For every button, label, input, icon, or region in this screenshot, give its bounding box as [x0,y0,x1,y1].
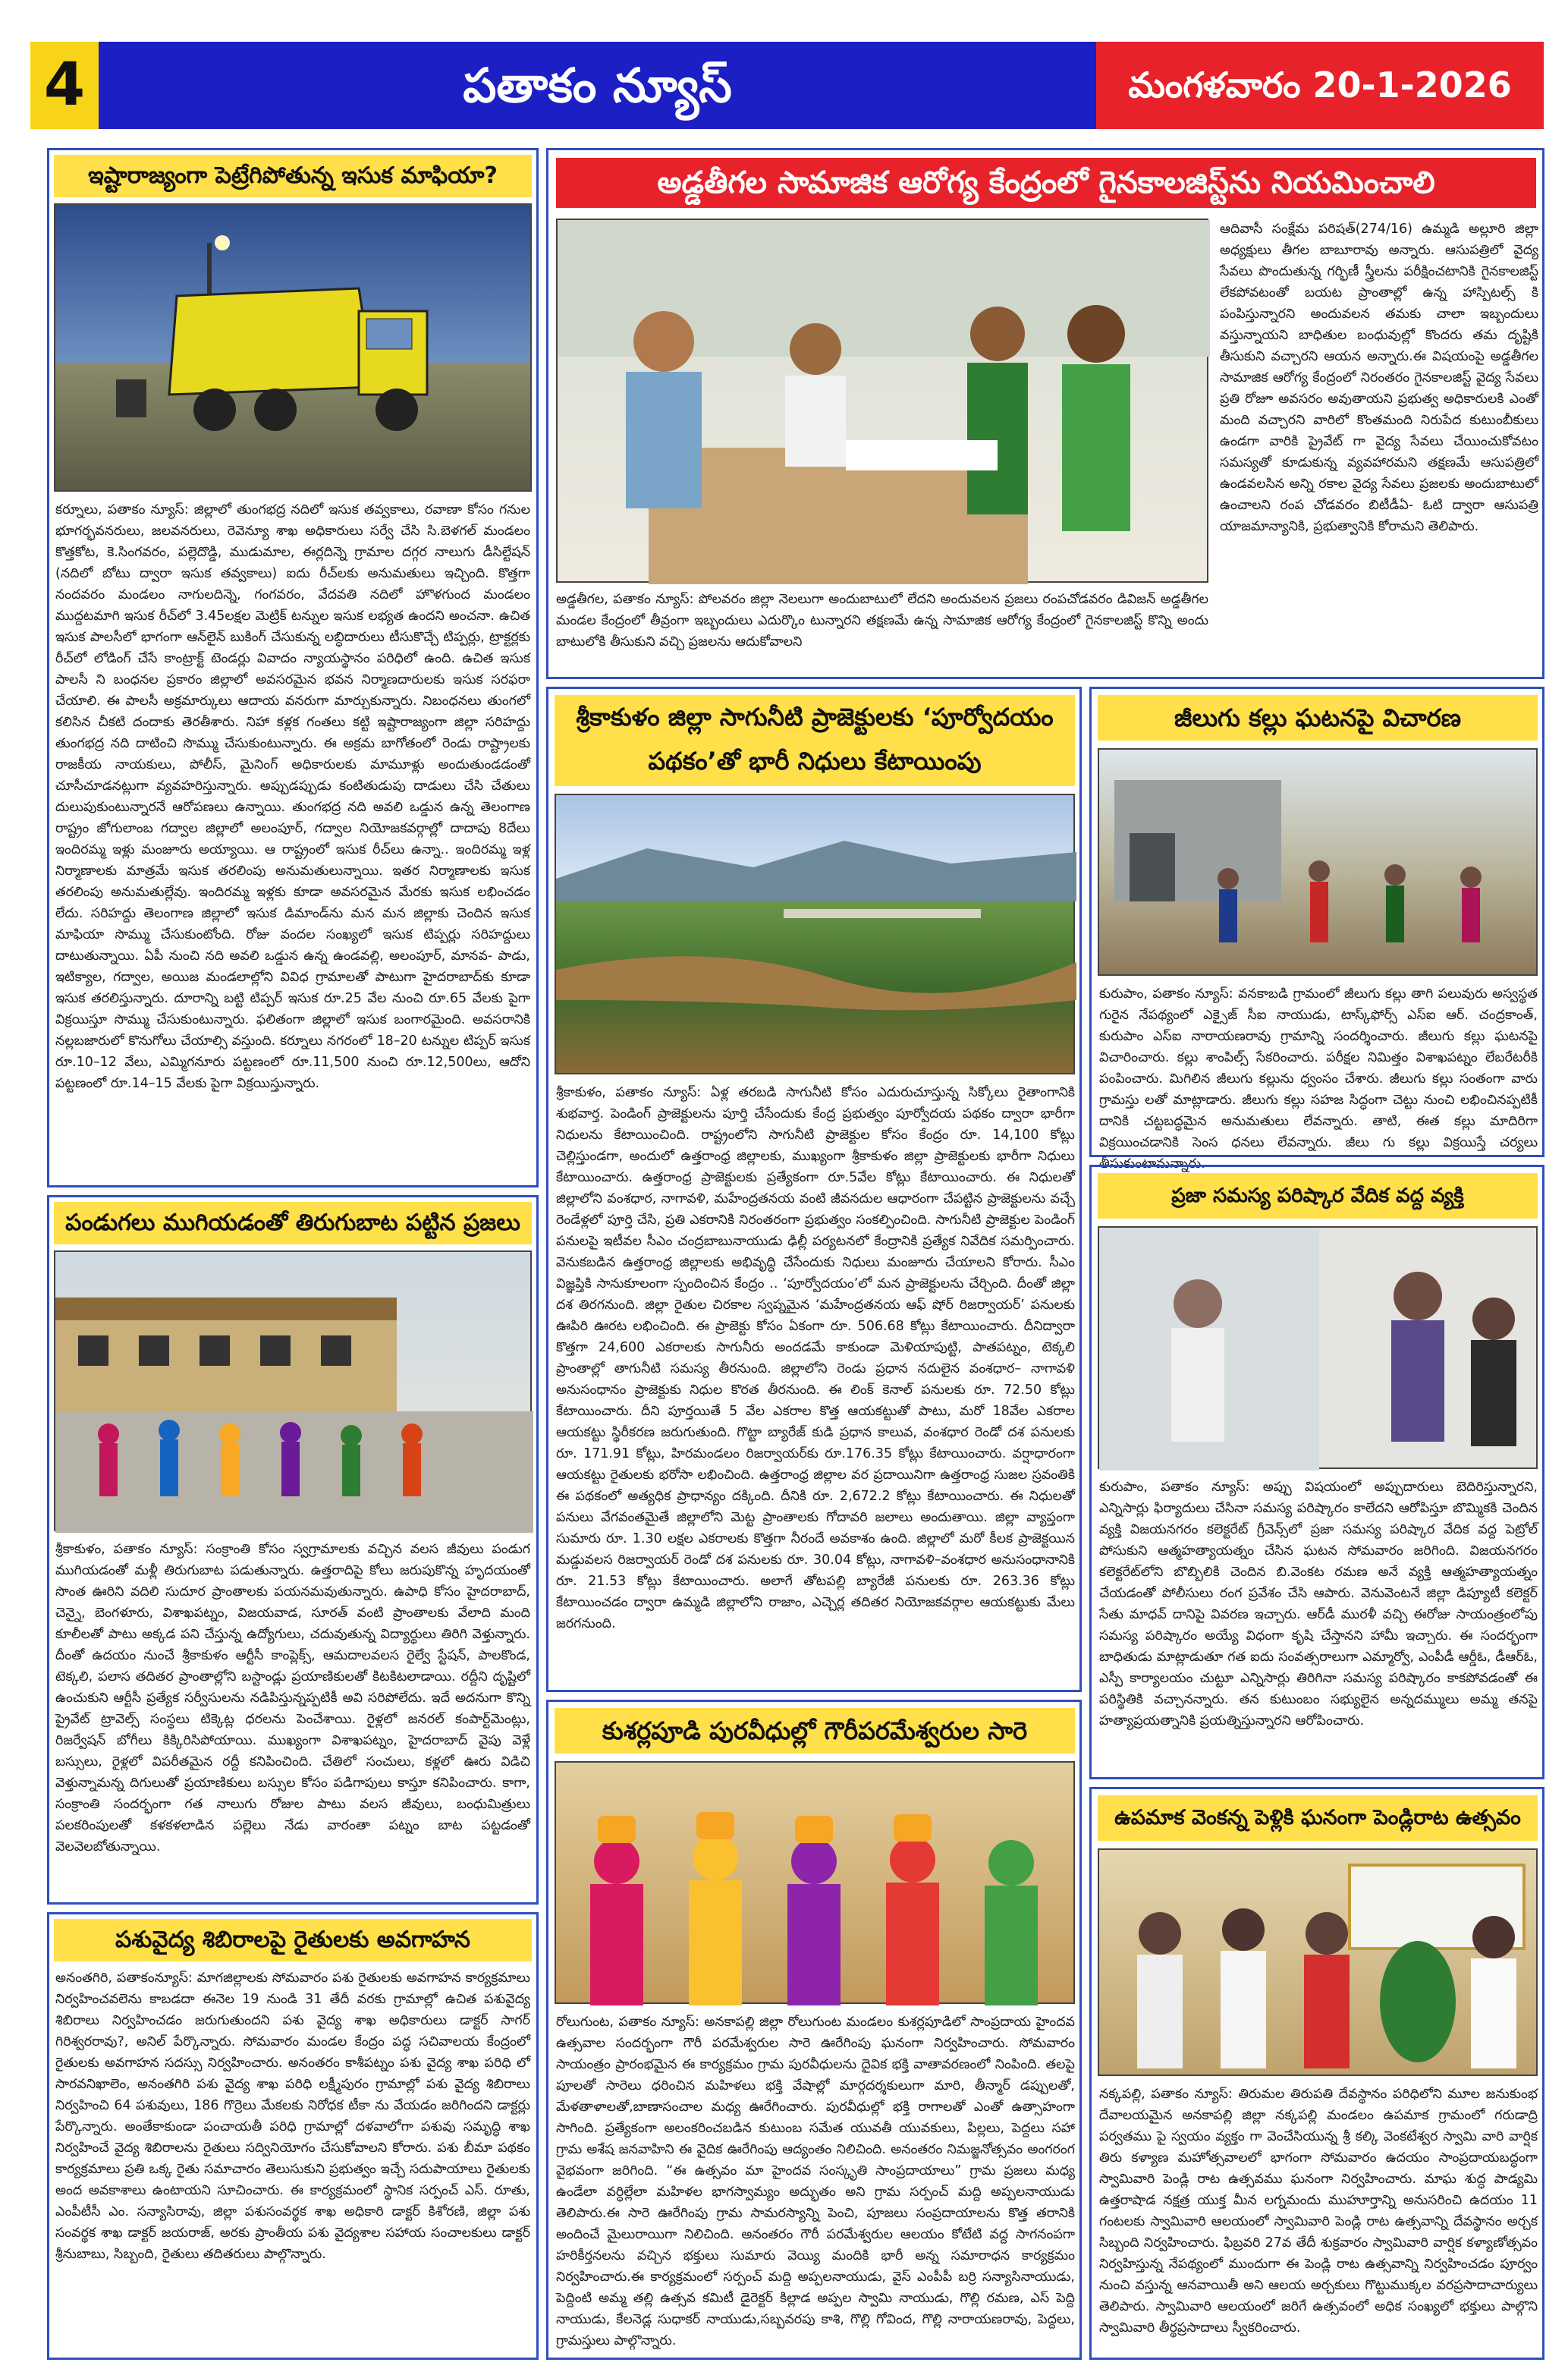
page-number: 4 [30,42,99,129]
article-body: కర్నూలు, పతాకం న్యూస్: జిల్లాలో తుంగభద్ర నదిలో ఇసుక తవ్వకాలు, రవాణా కోసం గనుల భూగర్భవనరులు, జలవనరులు, రెవెన్యూ శాఖ అధికారులు సర్వే చేసి సి.బెళగల్ మండలం కొత్తకోట, కె.సింగవరం, పల్లెదొడ్డి, ముడుమాల, ఈర్లదిన్నె గ్రామాల దగ్గర నాలుగు డీసిల్టేషన్ (నదిలో బోటు ద్వారా ఇసుక తవ్వకాలు) ఐదు రీచ్‌లకు అనుమతులు ఇచ్చింది. కొత్తగా నందవరం మండలం నాగులదిన్నె, గంగవరం, వేదవతి నదిలో హొళగుంద మండలం ముద్దటమాగి ఇసుక రీచ్‌లో 3.45లక్షల మెట్రిక్ టన్నుల ఇసుక లభ్యత ఉందని అంచనా. ఉచిత ఇసుక పాలసీలో భాగంగా ఆన్‌లైన్ బుకింగ్ చేసుకున్న లబ్ధిదారులు టీసుకొచ్చే టిప్పర్లు, ట్రాక్టర్లకు రీచ్‌లో లోడింగ్ చేసే కాంట్రాక్ట్ టెండర్లు వివాదం న్యాయస్థానం పరిధిలో ఉంది. ఉచిత ఇసుక పాలసీ ని బంధనల ప్రకారం జిల్లాలో అవసరమైన భవన నిర్మాణదారులకు ఇసుక సరఫరా చేయాలి. ఈ పాలసీ అక్రమార్కులు ఆదాయ వనరుగా మార్చుకున్నారు. నిబంధనలు తుంగలో కలిసిన చీకటి దందాకు తెరతీశారు. నిహా కళ్లక గంతలు కట్టి ఇష్టారాజ్యంగా జిల్లా సరిహద్దు తుంగభద్ర నది దాటించి సొమ్ము చేసుకుంటున్నారు. ఈ అక్రమ బాగోతంలో రెండు రాష్ట్రాలకు రాజకీయ నాయకులు, పోలీస్, మైనింగ్ అధికారులకు మామూళ్లు అందుతుండడంతో చూసీచూడనట్లుగా వ్యవహరిస్తున్నారు. అప్పుడప్పుడు కంటితుడుపు దాడులు చేసి చేతులు దులుపుకుంటున్నారనే ఆరోపణలు ఉన్నాయి. తుంగభద్ర నది అవలి ఒడ్డున ఉన్న తెలంగాణ రాష్ట్రం జోగులాంబ గద్వాల జిల్లాలో అలంపూర్, గద్వాల నియోజకవర్గాల్లో దాదాపు 8దేలు ఇందిరమ్మ ఇళ్లు మంజూరు అయ్యాయి. ఆ రాష్ట్రంలో ఇసుక రీచ్‌లు ఉన్నా.. ఇందిరమ్మ ఇళ్ల నిర్మాణాలకు మాత్రమే ఇసుక తరలింపు అనుమతులున్నాయి. ఇతర నిర్మాణాలకు ఇసుక తరలింపు అనుమతుల్లేవు. ఇందిరమ్మ ఇళ్లకు కూడా అవసరమైన మేరకు ఇసుక లభించడం లేదు. సరిహద్దు తెలంగాణ జిల్లాలో ఇసుక డిమాండ్‌ను మన మన జిల్లాకు చెందిన ఇసుక మాఫియా సొమ్ము చేసుకుంటోంది. రోజు వందల సంఖ్యలో ఇసుక టిప్పర్లు సరిహద్దులు దాటుతున్నాయి. ఏపీ నుంచి నది అవలి ఒడ్డున ఉన్న ఉండవల్లి, అలంపూర్, మానవ- పాడు, ఇటిక్యాల, గద్వాల, అయిజ మండలాల్లోని వివిధ గ్రామాలతో పాటుగా హైదరాబాద్‌కు కూడా ఇసుక తరలిస్తున్నారు. దూరాన్ని బట్టి టిప్పర్ ఇసుక రూ.25 వేల నుంచి రూ.65 వేలకు పైగా విక్రయిస్తూ సొమ్ము చేసుకుంటున్నారు. ఫలితంగా జిల్లాలో ఇసుక బంగారమైంది. అవసరానికి నల్లబజారులో కొనుగోలు చేయాల్సి వస్తుంది. కర్నూలు నగరంలో 18–20 టన్నుల టిప్పర్ ఇసుక రూ.10–12 వేలు, ఎమ్మిగనూరు పట్టణంలో రూ.11,500 నుంచి రూ.12,500లు, ఆదోని పట్టణంలో రూ.14–15 వేలకు పైగా విక్రయిస్తున్నారు. [55,502,530,1091]
headline: శ్రీకాకుళం జిల్లా సాగునీటి ప్రాజెక్టులకు ‘పూర్వోదయం పథకం’తో భారీ నిధులు కేటాయింపు [555,695,1075,786]
masthead [0,0,1568,129]
article-irrigation [546,687,1082,1692]
article-body: రోలుగుంట, పతాకం న్యూస్: అనకాపల్లి జిల్లా రోలుగుంట మండలం కుశర్లపూడిలో సాంప్రదాయ హైందవ ఉత్సవాల సందర్భంగా గౌరీ పరమేశ్వరుల సారె ఊరేగింపు ఘనంగా నిర్వహించారు. సోమవారం సాయంత్రం ప్రారంభమైన ఈ కార్యక్రమం గ్రామ పురవీధులను దైవిక భక్తి వాతావరణంలో నింపింది. తలపై పూలతో సారెలు ధరించిన మహిళలు భక్తి వేషాల్లో మార్గదర్శకులుగా మారి, తీన్మార్ డప్పులతో, మేళతాళాలతో,బాణాసంచాల మధ్య ఊరేగించారు. పురవీధుల్లో భక్తి రాగాలతో ఎంతో ఉత్సాహంగా సాగింది. ప్రత్యేకంగా అలంకరించబడిన కుటుంబ సమేత యువతీ యువకులు, పిల్లలు, పెద్దలు సహా గ్రామ అశేష జనవాహిని ఈ వైదిక ఊరేగింపు ఆద్యంతం నిలిచింది. అనంతరం నిమజ్జనోత్సవం అంగరంగ వైభవంగా జరిగింది. “ఈ ఉత్సవం మా హైందవ సంస్కృతి సాంప్రదాయాలు” గ్రామ ప్రజలు మధ్య ఉండేలా వర్ధిల్లేలా మహిళల భాగస్వామ్యం అద్భుతం అని గ్రామ సర్పంచ్ మద్ది అప్పలనాయుడు తెలిపారు.ఈ సారె ఊరేగింపు గ్రామ సామరస్యాన్ని పెంచి, పూజలు సంప్రదాయాలను కొత్త తరానికి అందించే మైలురాయిగా నిలిచింది. అనంతరం గౌరీ పరమేశ్వరుల ఆలయం కోటేటి వద్ద సాగనంపగా హరికీర్తనలను వచ్చిన భక్తులు సుమారు వెయ్యి మందికి భారీ అన్న సమారాధన కార్యక్రమం నిర్వహించారు.ఈ కార్యక్రమంలో సర్పంచ్ మద్ది అప్పలనాయుడు, వైస్ ఎంపీపీ బర్రి సన్యాసినాయుడు, పెద్దింటి అమ్మ తల్లి ఉత్సవ కమిటీ డైరెక్టర్ కిల్లాడ అప్పల స్వామి నాయుడు, గొల్లి రమణ, ఎస్ పెద్ది నాయుడు, కేలనెడ్ల సుధాకర్ నాయుడు,సబ్బవరపు కాశి, గొల్లి గోవింద, గొల్లి నారాయణరావు, పెద్దలు, గ్రామస్తులు పాల్గొన్నారు. [556,2015,1075,2348]
headline: పశువైద్య శిబిరాలపై రైతులకు అవగాహన [54,1919,532,1961]
article-sare [546,1700,1082,2360]
issue-date: మంగళవారం 20-1-2026 [1096,42,1544,129]
headline: ఉపమాక వెంకన్న పెళ్లికి ఘనంగా పెండ్లిరాట ఉత్సవం [1098,1795,1538,1841]
photo-caption: అడ్డతీగల, పతాకం న్యూస్: పోలవరం జిల్లా నెలలుగా అందుబాటులో లేదని అందువలన ప్రజలు రంపచోడవరం డివిజన్ అడ్డతీగల మండల కేంద్రంలో తీవ్రంగా ఇబ్బందులు ఎదుర్కొం టున్నారని తక్షణమే ఉన్న సామాజిక ఆరోగ్య కేంద్రంలో గైనకాలజిస్ట్ కొన్ని అందు బాటులోకి తీసుకుని వచ్చి ప్రజలను ఆదుకోవాలని [556,592,1208,650]
paper-name: పతాకం న్యూస్ [99,42,1096,129]
photo-tipper-truck [54,203,532,492]
photo-temple-ritual [1098,1848,1538,2076]
article-body: శ్రీకాకుళం, పతాకం న్యూస్: ఏళ్ల తరబడి సాగునీటి కోసం ఎదురుచూస్తున్న సిక్కోలు రైతాంగానికి శుభవార్త. పెండింగ్ ప్రాజెక్టులను పూర్తి చేసేందుకు కేంద్ర ప్రభుత్వం పూర్వోదయ పథకం ద్వారా భారీగా నిధులను కేటాయించింది. రాష్ట్రంలోని సాగునీటి ప్రాజెక్టుల కోసం కేంద్రం రూ. 14,100 కోట్లు చెల్లిస్తుండగా, అందులో ఉత్తరాంధ్ర జిల్లాలకు, ముఖ్యంగా శ్రీకాకుళం జిల్లా ప్రాజెక్టులకు భారీగా నిధులు కేటాయించారు. ఉత్తరాంధ్ర ప్రాజెక్టులకు ప్రత్యేకంగా రూ.5వేల కోట్లు కేటాయించారు. ఈ నిధులతో జిల్లాలోని వంశధార, నాగావళి, మహేంద్రతనయ వంటి జీవనదుల ఆధారంగా చేపట్టిన ప్రాజెక్టులను వచ్చే రెండేళ్లలో పూర్తి చేసి, ప్రతి ఎకరానికి నిరంతరంగా ప్రభుత్వం సంకల్పించింది. సాగునీటి ప్రాజెక్టుల పెండింగ్ పనులపై ఇటీవల సీఎం చంద్రబాబునాయుడు ఢిల్లీ పర్యటనలో కేంద్రానికి ప్రత్యేక నివేదిక సమర్పించారు. వెనుకబడిన ఉత్తరాంధ్ర జిల్లాలకు అభివృద్ధి చేసేందుకు నిధులు మంజూరు చేయాలని కోరారు. సీఎం విజ్ఞప్తికి సానుకూలంగా స్పందించిన కేంద్రం .. ‘పూర్వోదయం’లో మన ప్రాజెక్టులను చేర్చింది. దీంతో జిల్లా దశ తిరగనుంది. జిల్లా రైతుల చిరకాల స్వప్నమైన ‘మహేంద్రతనయ ఆఫ్ షోర్ రిజర్వాయర్’ పనులకు ఊపిరి ఊరట లభించింది. ఈ ప్రాజెక్టు కోసం ఏకంగా రూ. 506.68 కోట్లు కేటాయించారు. దీనిద్వారా కొత్తగా 24,600 ఎకరాలకు సాగునీరు అందడమే కాకుండా మెళియాపుట్టి, పాతపట్నం, టెక్కలి ప్రాంతాల్లో తాగునీటి సమస్య తీరనుంది. జిల్లాలోని రెండు ప్రధాన నదులైన వంశధార– నాగావళి అనుసంధానం ప్రాజెక్టుకు నిధుల కొరత తీరనుంది. ఈ లింక్ కెనాల్ పనులకు రూ. 72.50 కోట్లు కేటాయించారు. దీని పూర్తయితే 5 వేల ఎకరాల కొత్త ఆయకట్టుతో పాటు, మరో 18వేల ఎకరాల ఆయకట్టు స్థిరీకరణ జరుగుతుంది. గొట్టా బ్యారేజ్ కుడి ప్రధాన కాలువ, వంశధార రెండో దశ పనులకు రూ. 171.91 కోట్లు, హిరమండలం రిజర్వాయర్‌కు రూ.176.35 కోట్లు కేటాయించారు. వర్షాధారంగా ఆయకట్టు రైతులకు భరోసా లభించింది. ఉత్తరాంధ్ర జిల్లాల వర ప్రదాయినిగా ఉత్తరాంధ్ర సుజల స్రవంతికి ఈ పథకంలో అత్యధిక ప్రాధాన్యం దక్కింది. దీనికి రూ. 2,672.2 కోట్లు కేటాయించారు. ఈ నిధులతో పనులు వేగవంతమైతే జిల్లాలోని మెట్ట ప్రాంతాలకు గోదావరి జలాలు అందుతాయి. జిల్లా వ్యాప్తంగా సుమారు రూ. 1.30 లక్షల ఎకరాలకు కొత్తగా నీరందే అవకాశం ఉంది. జిల్లాలో మరో కీలక ప్రాజెక్టయిన మడ్డువలస రిజర్వాయర్ రెండో దశ పనులకు రూ. 30.04 కోట్లు, నాగావళి–వంశధార అనుసంధానానికి రూ. 21.53 కోట్లు కేటాయించారు. అలాగే తోటపల్లి బ్యారేజీ పనులకు రూ. 263.36 కోట్లు కేటాయించడం ద్వారా ఉమ్మడి జిల్లాలోని రాజాం, ఎచ్చెర్ల తదితర నియోజకవర్గాల ఆయకట్టుకు మేలు జరగనుంది. [556,1085,1075,1631]
headline: ప్రజా సమస్య పరిష్కార వేదిక వద్ద వ్యక్తి [1098,1173,1538,1219]
photo-village-inquiry [1098,748,1538,976]
article-body: నక్కపల్లి, పతాకం న్యూస్: తిరుమల తిరుపతి దేవస్థానం పరిధిలోని మూల జనుకుంభ దేవాలయమైన అనకాపల్లి జిల్లా నక్కపల్లి మండలం ఉపమాక గ్రామంలో గరుడాద్రి పర్వతము పై స్వయం వ్యక్తం గా వెంచేసియున్న శ్రీ కల్కి వెంకటేశ్వర స్వామి వారి వార్షిక తిరు కళ్యాణ మహోత్సవాలలో భాగంగా సోమవారం ఉదయం సాంప్రదాయబద్ధంగా స్వామివారి పెండ్లి రాట ఉత్సవము ఘనంగా నిర్వహించారు. మాఘ శుద్ధ పాడ్యమి ఉత్తరాషాడ నక్షత్ర యుక్త మీన లగ్నమందు ముహూర్తాన్ని అనుసరించి ఉదయం 11 గంటలకు స్వామివారి ఆలయంలో స్వామివారి పెండ్లి రాట ఉత్సవాన్ని దేవస్థానం అర్చక సిబ్బంది నిర్వహించారు. ఫిబ్రవరి 27వ తేదీ శుక్రవారం స్వామివారి వార్షిక కళ్యాణోత్సవం నిర్వహిస్తున్న నేపథ్యంలో ముందుగా ఈ పెండ్లి రాట ఉత్సవాన్ని నిర్వహించడం పూర్వం నుంచి వస్తున్న ఆనవాయితీ అని ఆలయ అర్చకులు గొట్టుముక్కల వరప్రసాదాచార్యులు తెలిపారు. స్వామివారి ఆలయంలో జరిగే ఉత్సవంలో అధిక సంఖ్యలో భక్తులు పాల్గొని స్వామివారి తీర్థప్రసాదాలు స్వీకరించారు. [1099,2087,1538,2336]
article-sand-mafia [47,148,539,1188]
article-body: శ్రీకాకుళం, పతాకం న్యూస్: సంక్రాంతి కోసం స్వగ్రామాలకు వచ్చిన వలస జీవులు పండుగ ముగియడంతో మళ్లీ తిరుగుబాట పడుతున్నారు. ఉత్తరాదిపై కోలు జరుపుకొన్న హృదయంతో సొంత ఊరిని వదిలి సుదూర ప్రాంతాలకు పయనమవుతున్నారు. ఉపాధి కోసం హైదరాబాద్, చెన్నై, బెంగళూరు, విశాఖపట్నం, విజయవాడ, సూరత్ వంటి ప్రాంతాలకు వేలాది మంది కూలీలతో పాటు అక్కడ పని చేస్తున్న ఉద్యోగులు, చదువుతున్న విద్యార్థులు తిరిగి వెళ్తున్నారు. దీంతో ఉదయం నుంచే శ్రీకాకుళం ఆర్టీసీ కాంప్లెక్స్, ఆమదాలవలస రైల్వే స్టేషన్, పాలకొండ, టెక్కలి, పలాస తదితర ప్రాంతాల్లోని బస్టాండ్లు ప్రయాణికులతో కిటకిటలాడాయి. రద్దీని దృష్టిలో ఉంచుకుని ఆర్టీసీ ప్రత్యేక సర్వీసులను నడిపిస్తున్నప్పటికీ అవి సరిపోలేదు. ఇదే అదనుగా కొన్ని ప్రైవేట్ ట్రావెల్స్ సంస్థలు టిక్కెట్ల ధరలను పెంచేశాయి. రైళ్లలో జనరల్ కంపార్ట్‌మెంట్లు, రిజర్వేషన్ బోగీలు కిక్కిరిసిపోయాయి. ముఖ్యంగా విశాఖపట్నం, హైదరాబాద్ వైపు వెళ్లే బస్సులు, రైళ్లలో విపరీతమైన రద్దీ కనిపించింది. చేతిలో సంచులు, కళ్లలో ఊరు విడిచి వెళ్తున్నామన్న దిగులుతో ప్రయాణికులు బస్సుల కోసం పడిగాపులు కాస్తూ కనిపించారు. కాగా, సంక్రాంతి సందర్భంగా గత నాలుగు రోజుల పాటు వలస జీవులు, బంధుమిత్రులు పలకరింపులతో కళకళలాడిన పల్లెలు నేడు వారంతా పట్నం బాట పట్టడంతో వెలవెలబోతున్నాయి. [55,1542,530,1854]
photo-reservoir [555,794,1075,1074]
headline: కుశర్లపూడి పురవీధుల్లో గౌరీపరమేశ్వరుల సారె [555,1708,1075,1754]
photo-sare-procession [555,1761,1075,2004]
article-festival-return [47,1195,539,1905]
article-vet-camps [47,1912,539,2360]
article-body: కురుపాం, పతాకం న్యూస్: వనకాబడి గ్రామంలో జీలుగు కల్లు తాగి పలువురు అస్వస్థత గురైన నేపథ్యంలో ఎక్సైజ్ సీఐ నాయుడు, టాస్క్‌ఫోర్స్ ఎస్ఐ ఆర్. చంద్రకాంత్, కురుపాం ఎస్ఐ నారాయణరావు గ్రామాన్ని సందర్శించారు. జీలుగు కల్లు ఘటనపై విచారించారు. కల్లు శాంపిల్స్ సేకరించారు. పరీక్షల నిమిత్తం విశాఖపట్నం లేబరేటరీకి పంపించారు. మిగిలిన జీలుగు కల్లును ధ్వంసం చేశారు. జీలుగు కల్లు సంతంగా వారు గ్రామస్తు లతో మాట్లాడారు. జీలుగు కల్లు సహజ సిద్ధంగా చెట్టు నుంచి లభించినప్పటికీ దానికి చట్టబద్ధమైన అనుమతులు లేవన్నారు. తాటి, ఈత కల్లు మాదిరిగా విక్రయించడానికి సెంస ధనలు లేవన్నారు. జీలు గు కల్లు విక్రయిస్తే చర్యలు తీసుకుంటామన్నారు. [1099,986,1538,1172]
article-toddy [1089,687,1544,1172]
article-suicide [1089,1165,1544,1779]
photo-hospital-meeting [556,219,1208,583]
headline: జీలుగు కల్లు ఘటనపై విచారణ [1098,695,1538,741]
photo-collectorate-grievance [1098,1226,1538,1469]
photo-railway-platform [54,1250,532,1531]
headline: పండుగలు ముగియడంతో తిరుగుబాట పట్టిన ప్రజలు [54,1202,532,1244]
article-wedding [1089,1787,1544,2360]
article-body: అనంతగిరి, పతాకంన్యూస్: మాగజిల్లాలకు సోమవారం పశు రైతులకు అవగాహన కార్యక్రమాలు నిర్వహించవలెను కాబడదా ఈనెల 19 నుండి 31 తేదీ వరకు గ్రామాల్లో ఉచిత పశువైద్య శిబిరాలు నిర్వహించడం జరుగుతుందని పశు వైద్య శాఖ అధికారులు డాక్టర్ సాగర్ గిరిశ్వరరావు?, అనిల్ పేర్కొన్నారు. సోమవారం మండల కేంద్రం పద్ధ సచివాలయ కేంద్రంలో రైతులకు అవగాహన సదస్సు నిర్వహించారు. అనంతరం కాశీపట్నం పశు వైద్య శాఖ పరిధి లో సారవనిఖాలెం, అనంతగిరి పశు వైద్య శాఖ పరిధి లక్ష్మీపురం గ్రామాల్లో పశు వైద్య శిబిరాలు నిర్వహించి 64 పశువులు, 186 గొర్రెలు మేకలకు నిరోధక టీకా ను వేయడం జరిగిందని డాక్టర్లు పేర్కొన్నారు. అంతేకాకుండా పంచాయతీ పరిధి గ్రామాల్లో దళవాలోగా పశువు సమృద్ధి శాఖ నిర్వహించే వైద్య శిబిరాలను రైతులు సద్వినియోగం చేసుకోవాలని కోరారు. పశు బీమా పథకం కార్యక్రమాలు ప్రతి ఒక్క రైతు సమాచారం తెలుసుకుని ప్రభుత్వం ఇచ్చే సదుపాయాలు రైతులకు అంద అవకాశాలు ఉంటాయని సూచించారు. ఈ కార్యక్రమంలో స్థానిక సర్పంచ్ ఎస్. రూతు, ఎంపీటీసీ ఎం. సన్యాసిరావు, జిల్లా పశుసంవర్థక శాఖ అధికారి డాక్టర్ కిశోరణి, జిల్లా పశు సంవర్థక శాఖ డాక్టర్ జయరాజ్, అరకు ప్రాంతీయ పశు వైద్యశాల సహాయ సంచాలకులు డాక్టర్ శ్రీనుబాబు, సిబ్బంది, రైతులు తదితరులు పాల్గొన్నారు. [55,1971,530,2262]
headline: ఇష్టారాజ్యంగా పెట్రేగిపోతున్న ఇసుక మాఫియా? [54,155,532,197]
article-body: ఆదివాసీ సంక్షేమ పరిషత్(274/16) ఉమ్మడి అల్లూరి జిల్లా అధ్యక్షులు తీగల బాబూరావు అన్నారు. ఆసుపత్రిలో వైద్య సేవలు పొందుతున్న గర్భిణీ స్త్రీలను పరీక్షించటానికి గైనకాలజిస్ట్ లేకపోవటంతో బయట ప్రాంతాల్లో ఉన్న హాస్పిటల్స్ కి పంపిస్తున్నారని అందువలన తమకు చాలా ఇబ్బందులు వస్తున్నాయని బాధితుల బంధువుల్లో కొందరు తమ దృష్టికి తీసుకుని వచ్చారని ఆయన అన్నారు.ఈ విషయంపై అడ్డతీగల సామాజిక ఆరోగ్య కేంద్రంలో నిరంతరం గైనకాలజిస్ట్ వైద్య సేవలు ప్రతి రోజూ అవసరం అవుతాయని ప్రభుత్వ అధికారులకి ఎంతో మంది వచ్చారని వారిలో కొంతమంది నిరుపేద కుటుంబీకులు ఉండగా వారికి ప్రైవేట్ గా వైద్య సేవలు చేయించుకోవటం సమస్యతో కూడుకున్న వ్యవహారమని తక్షణమే ఆసుపత్రిలో ఉండవలసిన అన్ని రకాల వైద్య సేవలు ప్రజలకు అందుబాటులో ఉంచాలని రంప చోడవరం బిటీడీఏ- ఓటి ద్వారా ఆసుపత్రి యాజమాన్యానికి, ప్రభుత్వానికి కోరామని తెలిపారు. [1220,222,1538,534]
headline: అడ్డతీగల సామాజిక ఆరోగ్య కేంద్రంలో గైనకాలజిస్ట్‌ను నియమించాలి [556,158,1536,208]
article-gynecologist [546,148,1544,679]
article-body: కురుపాం, పతాకం న్యూస్: అప్పు విషయంలో అప్పుదారులు బెదిరిస్తున్నారని, ఎన్నిసార్లు ఫిర్యాదులు చేసినా సమస్య పరిష్కారం కాలేదని ఆరోపిస్తూ బొమ్మికకి చెందిన వ్యక్తి విజయనగరం కలెక్టరేట్ గ్రీవెన్స్‌లో ప్రజా సమస్య పరిష్కార వేదిక వద్ద పెట్రోల్ పోసుకుని ఆత్మహత్యాయత్నం చేసిన ఘటన సోమవారం జరిగింది. విజయనగరం కలెక్టరేట్‌లోని బొబ్బిలికి చెందిన బి.వెంకట రమణ అనే వ్యక్తి ఆత్మహత్యాయత్నం చేయడంతో పోలీసులు రంగ ప్రవేశం చేసి ఆపారు. వెనువెంటనే జిల్లా డిప్యూటీ కలెక్టర్ సేతు మాధవ్ దానిపై వివరణ ఇచ్చారు. ఆర్‌డీ మురళీ వచ్చి ఈరోజు సాయంత్రంలోపు సమస్య పరిష్కారం అయ్యే విధంగా కృషి చేస్తానని హామీ ఇచ్చారు. ఈ సందర్భంగా బాధితుడు మాట్లాడుతూ గత ఐదు సంవత్సరాలుగా ఎమ్మార్వో, ఎంపీడీ ఆర్డీఓ, డీఆర్‌ఓ, ఎస్పీ కార్యాలయం చుట్టూ ఎన్నిసార్లు తిరిగినా సమస్య పరిష్కారం కాకపోవడంతో ఈ పరిస్థితికి వచ్చానన్నారు. తన కుటుంబం సభ్యులైన అన్నదమ్ములు అమ్మ తనపై హత్యాప్రయత్నానికి ప్రయత్నిస్తున్నారని ఆరోపించారు. [1099,1480,1538,1729]
